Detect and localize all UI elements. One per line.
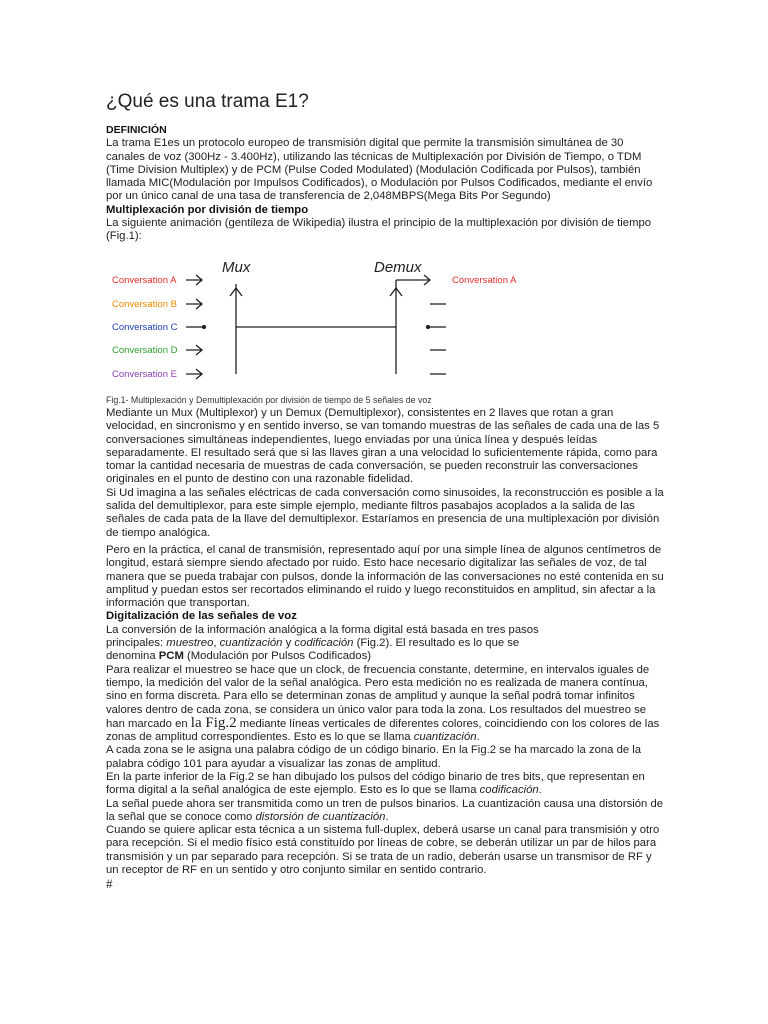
hash-mark: # (106, 876, 113, 892)
pulsos-text-a: En la parte inferior de la Fig.2 se han dibujado los pulsos del código binario de tres bits, que representan en forma digital a la señal analógica de este ejemplo. Esto es lo que se llama (106, 770, 645, 797)
digit-line-3 (106, 650, 664, 663)
term-pcm: PCM (158, 650, 184, 663)
muestreo-text-a: Para realizar el muestreo se hace que un clock, de frecuencia constante, determine, en intervalos iguales de tiempo, la medición del valor de la señal analógica. Pero esta medición no es realizada de manera contínua, sino en forma discreta. Para ello se determinan zonas de amplitud y aunque la señal podrá tomar infinitos valores dentro de cada zona, se considera un único valor para toda la zona. Los resultados del muestreo se han marcado en (106, 663, 650, 730)
pulsos-paragraph (106, 771, 664, 798)
comma: , (213, 637, 220, 650)
duplex-paragraph: Cuando se quiere aplicar esta técnica a un sistema full-duplex, deberá usarse un canal para transmisión y otro para recepción. Si el medio físico está constituído por líneas de cobre, se deberán utilizar un par de hilos para transmisión y un par separado para recepción. Si se trata de un radio, deberán usarse un transmisor de RF y un receptor de RF en un sentido y otro conjunto similar en sentido contrario. (106, 824, 660, 877)
tren-text-a: La señal puede ahora ser transmitida como un tren de pulsos binarios. La cuantización causa una distorsión de la señal que se conoce como (106, 797, 664, 823)
input-label-e: Conversation E (112, 368, 177, 380)
digit-line-2 (106, 637, 664, 650)
digit-line-3a: denomina (106, 650, 159, 663)
mux-switch (186, 275, 396, 379)
definicion-paragraph: La trama E1es un protocolo europeo de transmisión digital que permite la transmisión simultánea de 30 canales de voz (300Hz - 3.400Hz), utilizando las técnicas de Multiplexación por División de Tiempo, o TDM (Time Division Multiplex) y de PCM (Pulse Coded Modulated) (Modulación Codificada por Pulsos), también llamada MIC(Modulación por Impulsos Codificados), o Modulación por Pulsos Codificados, mediante el envío por un único canal de una tasa de transferencia de 2,048MBPS(Mega Bits Por Segundo) (106, 137, 653, 203)
digit-line-2b: (Fig.2). El resultado es lo que se (353, 637, 520, 650)
term-cuantizacion-2: cuantización (413, 731, 477, 744)
term-codificacion: codificación (294, 637, 354, 650)
period: . (538, 784, 542, 797)
period: . (385, 810, 389, 823)
input-label-d: Conversation D (112, 344, 178, 356)
term-distorsion: distorsión de cuantización (255, 810, 386, 823)
definicion-heading: DEFINICIÓN (106, 124, 167, 136)
document-body (106, 124, 664, 891)
mux-explanation: Mediante un Mux (Multiplexor) y un Demux (Demultiplexor), consistentes en 2 llaves que rotan a gran velocidad, en sincronismo y en sentido inverso, se van tomando muestras de las señales de cada una de las 5 conversaciones simultáneas independientes, luego enviadas por una única línea y después leídas separadamente. El resultado será que si las llaves giran a una velocidad lo suficientemente rápida, como para tomar la cantidad necesaria de muestras de cada conversación, se pueden reconstruir las conversaciones originales en el punto de destino con una razonable fidelidad. (106, 406, 660, 486)
multiplex-intro: La siguiente animación (gentileza de Wikipedia) ilustra el principio de la multiplexación por división de tiempo (Fig.1): (106, 217, 652, 243)
multiplex-heading: Multiplexación por división de tiempo (106, 203, 309, 216)
period: . (476, 731, 480, 744)
fig2-reference: la Fig.2 (190, 714, 237, 731)
digit-line-2a: principales: (106, 637, 167, 650)
codigo-paragraph: A cada zona se le asigna una palabra código de un código binario. En la Fig.2 se ha marcado la zona de la palabra código 101 para ayudar a visualizar las zonas de amplitud. (106, 744, 642, 770)
term-codificacion-2: codificación (479, 784, 539, 797)
digitalizacion-heading: Digitalización de las señales de voz (106, 610, 297, 623)
demux-switch (390, 275, 446, 374)
conj-y: y (282, 637, 295, 650)
sinusoid-paragraph: Si Ud imagina a las señales eléctricas de cada conversación como sinusoides, la reconstrucción es posible a la salida del demultiplexor, para este simple ejemplo, mediante filtros pasabajos acoplados a la salida de las señales de cada pata de la llave del demultiplexor. Estaríamos en presencia de una multiplexación por división de tiempo analógica. (106, 486, 664, 539)
digit-line-1: La conversión de la información analógica a la forma digital está basada en tres pasos (106, 623, 539, 636)
term-cuantizacion: cuantización (219, 637, 283, 650)
input-label-a: Conversation A (112, 274, 177, 286)
muestreo-paragraph (106, 664, 664, 745)
input-label-b: Conversation B (112, 298, 177, 310)
output-label-a: Conversation A (452, 274, 517, 286)
digit-line-3b: (Modulación por Pulsos Codificados) (183, 650, 371, 663)
figure-1-mux-demux (106, 244, 546, 394)
figure-1-caption: Fig.1- Multiplexación y Demultiplexación por división de tiempo de 5 señales de voz (106, 394, 432, 405)
page-title: ¿Qué es una trama E1? (106, 91, 309, 112)
mux-demux-diagram (106, 244, 546, 394)
term-muestreo: muestreo (166, 637, 214, 650)
mux-label: Mux (222, 258, 251, 276)
practice-paragraph: Pero en la práctica, el canal de transmisión, representado aquí por una simple línea de algunos centímetros de longitud, estará siempre siendo afectado por ruido. Esto hace necesario digitalizar las señales de voz, de tal manera que se pueda trabajar con pulsos, donde la información de las conversaciones no esté contenida en su amplitud y puedan estos ser recortados eliminando el ruido y luego reconstituidos en amplitud, sin afectar a la información que transportan. (106, 543, 664, 610)
demux-label: Demux (374, 258, 422, 276)
input-label-c: Conversation C (112, 321, 178, 333)
muestreo-text-b: mediante líneas verticales de diferentes colores, coincidiendo con los colores de las zonas de amplitud correspondientes. Esto es lo que se llama (106, 717, 660, 744)
tren-paragraph (106, 798, 664, 825)
